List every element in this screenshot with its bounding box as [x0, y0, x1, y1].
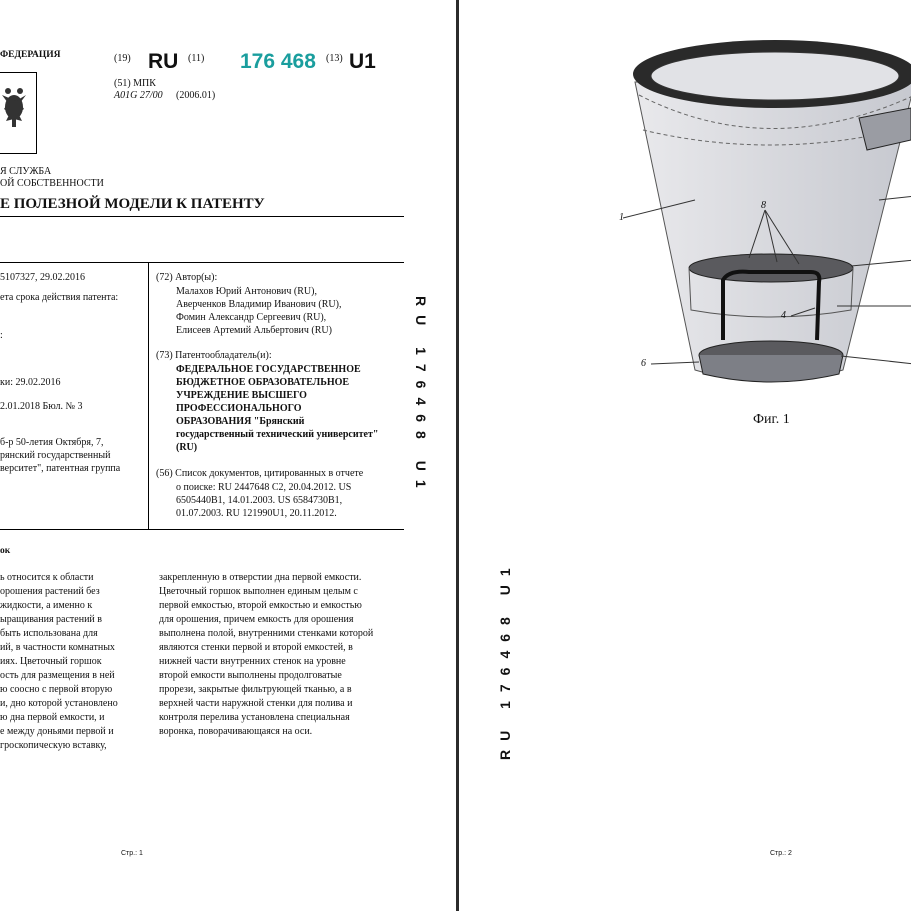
- biblio-top-rule: [0, 262, 404, 263]
- abstract-right-9: прорези, закрытые фильтрующей тканью, а в: [159, 684, 352, 695]
- abstract-right-11: контроля перелива установлена специальная: [159, 712, 350, 723]
- leader-right-4: [841, 356, 911, 364]
- holder-line-2: БЮДЖЕТНОЕ ОБРАЗОВАТЕЛЬНОЕ: [176, 377, 350, 388]
- abstract-left-6: ий, в частности комнатных: [0, 642, 115, 653]
- patent-number: 176 468: [240, 50, 316, 73]
- application-number: 5107327, 29.02.2016: [0, 272, 85, 283]
- abstract-right-12: воронка, поворачивающаяся на оси.: [159, 726, 313, 737]
- service-line-1: Я СЛУЖБА: [0, 166, 52, 177]
- label-4: 4: [781, 310, 786, 321]
- abstract-right-4: для орошения, причем емкость для орошения: [159, 614, 354, 625]
- author-4: Елисеев Артемий Альбертович (RU): [176, 325, 332, 336]
- kind-code: U1: [349, 50, 376, 73]
- biblio-bottom-rule: [0, 529, 404, 530]
- service-line-2: ОЙ СОБСТВЕННОСТИ: [0, 178, 104, 189]
- priority-label: :: [0, 330, 3, 341]
- abstract-heading: ок: [0, 546, 11, 556]
- author-1: Малахов Юрий Антонович (RU),: [176, 286, 317, 297]
- holder-line-5: ОБРАЗОВАНИЯ "Брянский: [176, 416, 305, 427]
- holder-label: (73) Патентообладатель(и):: [156, 350, 272, 361]
- authors-label: (72) Автор(ы):: [156, 272, 218, 283]
- inner-container-top: [689, 254, 853, 282]
- code-51-label: (51) МПК: [114, 78, 156, 89]
- author-2: Аверченков Владимир Иванович (RU),: [176, 299, 342, 310]
- abstract-left-9: ю соосно с первой вторую: [0, 684, 113, 695]
- abstract-left-1: ь относится к области: [0, 572, 94, 583]
- country-code: RU: [148, 50, 179, 73]
- holder-line-4: ПРОФЕССИОНАЛЬНОГО: [176, 403, 302, 414]
- abstract-right-6: являются стенки первой и второй емкостей, в: [159, 642, 353, 653]
- federation-label: ФЕДЕРАЦИЯ: [0, 50, 61, 60]
- abstract-left-11: ю дна первой емкости, и: [0, 712, 105, 723]
- ipc-date: (2006.01): [176, 90, 216, 101]
- abstract-left-8: ость для размещения в ней: [0, 670, 115, 681]
- ipc-class: A01G 27/00: [114, 90, 163, 101]
- abstract-right-3: первой емкостью, второй емкостью и емкостью: [159, 600, 362, 611]
- author-3: Фомин Александр Сергеевич (RU),: [176, 312, 327, 323]
- address-line-1: б-р 50-летия Октября, 7,: [0, 437, 104, 448]
- base-container: [699, 355, 843, 382]
- abstract-left-13: гроскопическую вставку,: [0, 740, 107, 751]
- title-rule: [0, 216, 404, 217]
- abstract-right-8: второй емкости выполнены продолговатые: [159, 670, 342, 681]
- eagle-emblem-icon: [0, 73, 36, 153]
- label-8: 8: [761, 200, 766, 211]
- code-19: (19): [114, 53, 131, 64]
- abstract-left-4: ыращивания растений в: [0, 614, 103, 625]
- abstract-right-1: закрепленную в отверстии дна первой емкости.: [159, 572, 362, 583]
- filing-date: ки: 29.02.2016: [0, 377, 61, 388]
- leader-6: [651, 362, 699, 364]
- vertical-patent-id-page-2: RU 176468 U1: [497, 559, 513, 760]
- page-1-footer: Стр.: 1: [121, 850, 143, 857]
- pot-opening: [651, 52, 899, 100]
- abstract-left-7: иях. Цветочный горшок: [0, 656, 102, 667]
- holder-line-6: государственный технический университет": [176, 429, 379, 440]
- term-start-label: ета срока действия патента:: [0, 292, 119, 303]
- vertical-patent-id: RU 176468 U1: [413, 296, 429, 497]
- holder-line-3: УЧРЕЖДЕНИЕ ВЫСШЕГО: [176, 390, 307, 401]
- figure-caption: Фиг. 1: [753, 412, 790, 427]
- abstract-left-10: и, дно которой установлено: [0, 698, 118, 709]
- abstract-right-7: нижней части внутренних стенок на уровне: [159, 656, 346, 667]
- abstract-left-3: жидкости, а именно к: [0, 600, 93, 611]
- document-title: Е ПОЛЕЗНОЙ МОДЕЛИ К ПАТЕНТУ: [0, 196, 265, 212]
- code-11: (11): [188, 53, 205, 64]
- abstract-left-5: быть использована для: [0, 628, 98, 639]
- refs-label: (56) Список документов, цитированных в отчете: [156, 468, 364, 479]
- abstract-right-10: верхней части наружной стенки для полива и: [159, 698, 353, 709]
- refs-line-3: 01.07.2003. RU 121990U1, 20.11.2012.: [176, 508, 337, 519]
- biblio-column-rule: [148, 262, 149, 529]
- refs-line-1: о поиске: RU 2447648 C2, 20.04.2012. US: [176, 482, 352, 493]
- label-1: 1: [619, 212, 624, 223]
- page-2-footer: Стр.: 2: [770, 850, 792, 857]
- refs-line-2: 6505440B1, 14.01.2003. US 6584730B1,: [176, 495, 343, 506]
- holder-line-7: (RU): [176, 442, 198, 453]
- code-13: (13): [326, 53, 343, 64]
- coat-of-arms-frame: [0, 72, 37, 154]
- address-line-3: верситет", патентная группа: [0, 463, 121, 474]
- address-line-2: рянский государственный: [0, 450, 111, 461]
- abstract-right-2: Цветочный горшок выполнен единым целым с: [159, 586, 358, 597]
- label-6: 6: [641, 358, 646, 369]
- patent-page-2: [459, 0, 911, 911]
- flower-pot-drawing: [459, 0, 911, 440]
- abstract-left-2: орошения растений без: [0, 586, 100, 597]
- abstract-left-12: е между доньями первой и: [0, 726, 114, 737]
- holder-line-1: ФЕДЕРАЛЬНОЕ ГОСУДАРСТВЕННОЕ: [176, 364, 361, 375]
- publication-date: 2.01.2018 Бюл. № 3: [0, 401, 83, 412]
- abstract-right-5: выполнена полой, внутренними стенками которой: [159, 628, 374, 639]
